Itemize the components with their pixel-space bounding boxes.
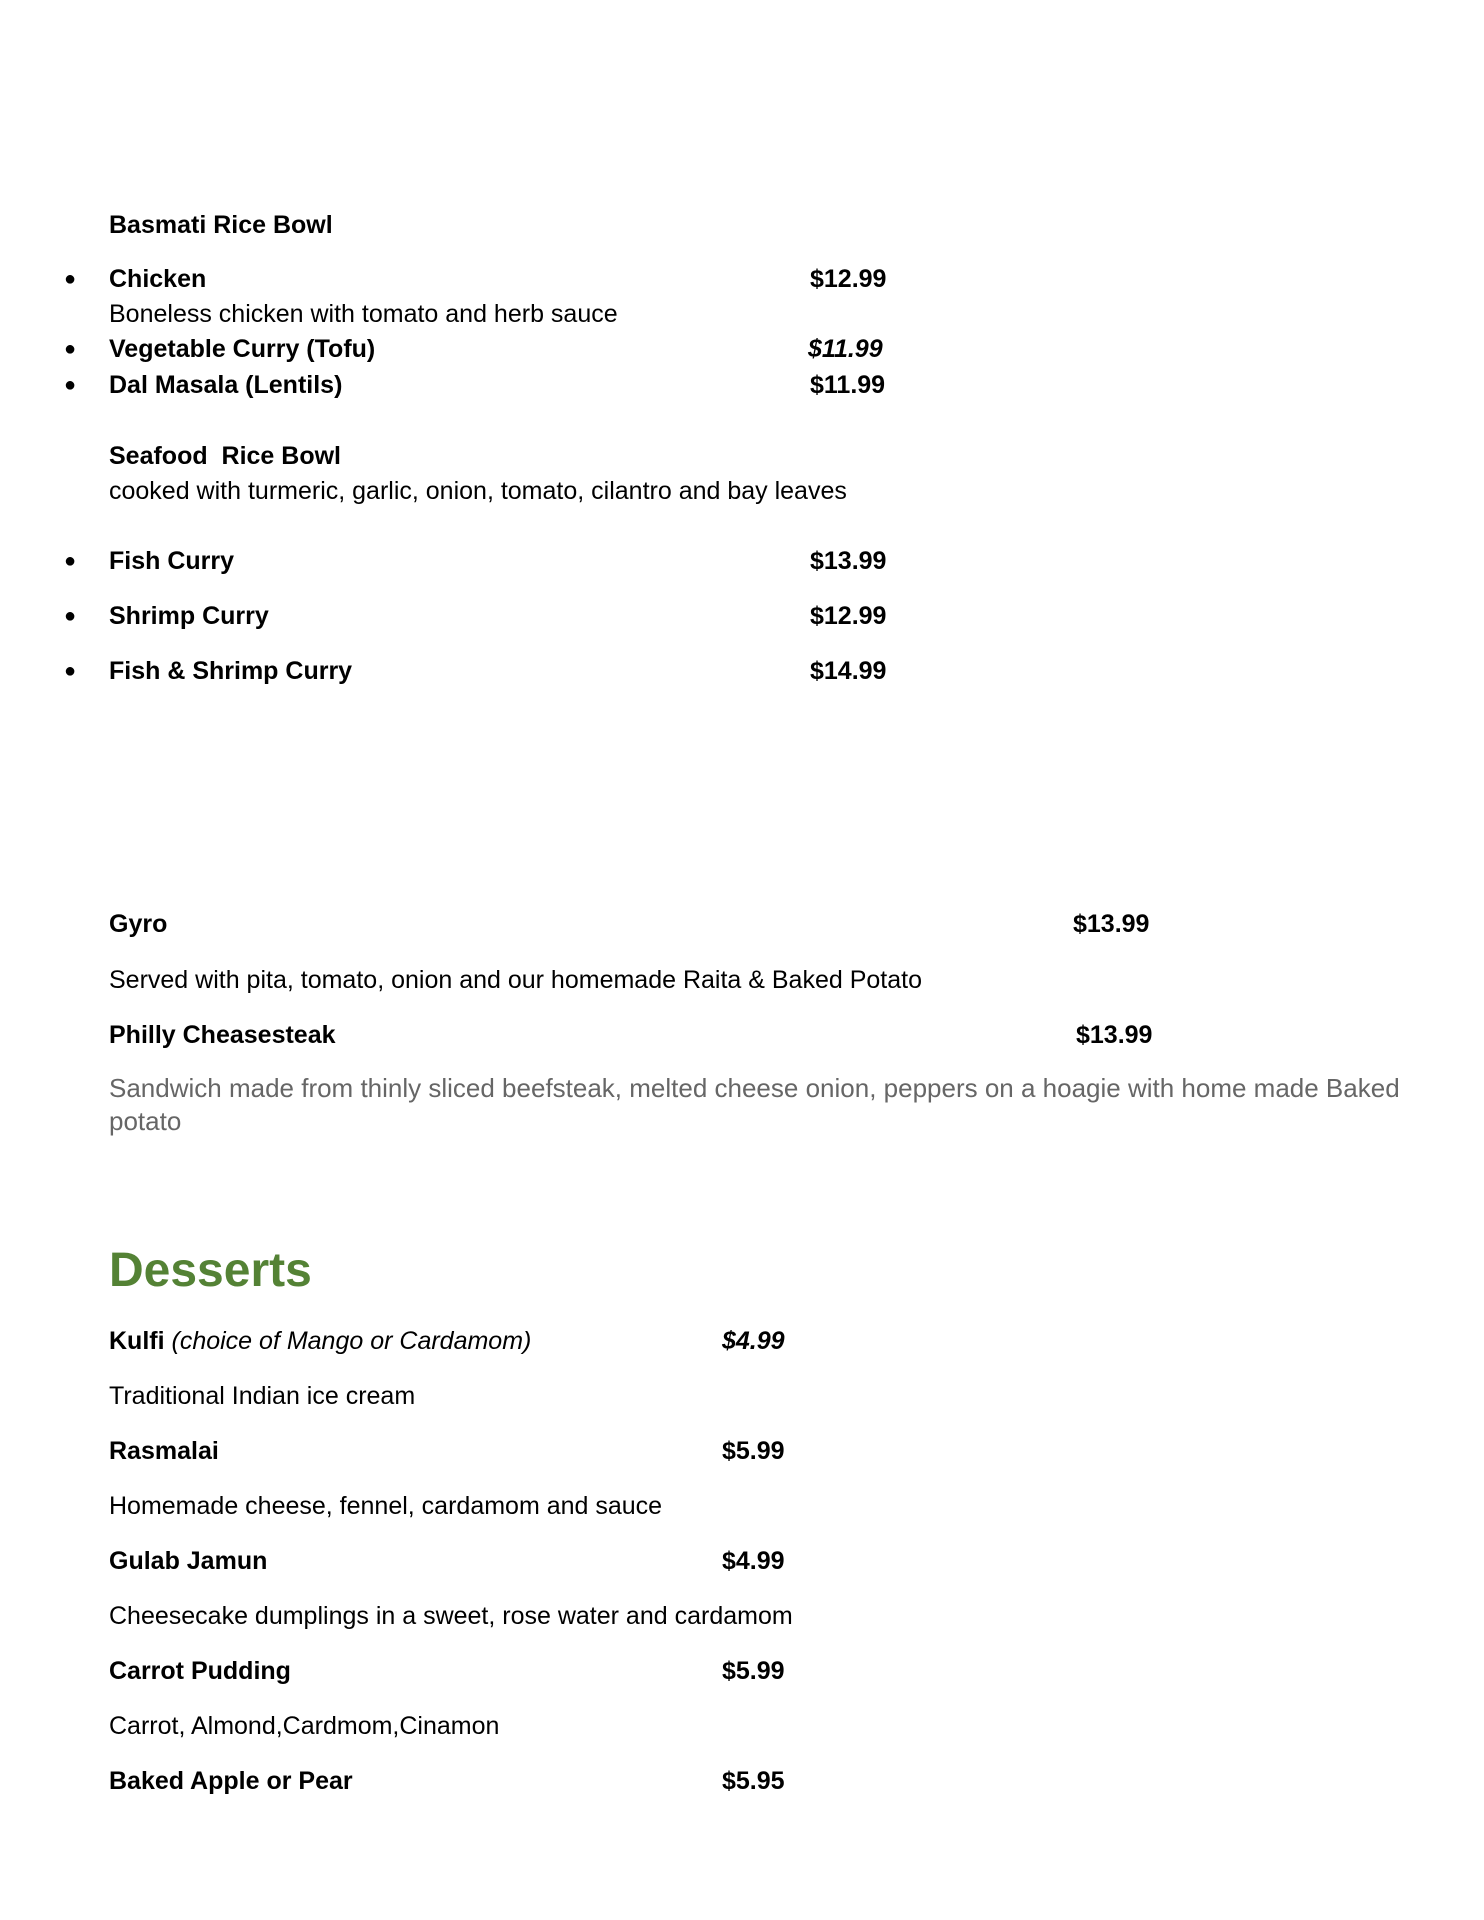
menu-item-price: $12.99 bbox=[810, 265, 887, 293]
bullet-icon: ● bbox=[64, 338, 77, 360]
menu-item-price: $12.99 bbox=[810, 602, 887, 630]
menu-item-price: $13.99 bbox=[810, 547, 887, 575]
menu-item-name: Baked Apple or Pear bbox=[109, 1767, 353, 1795]
menu-item-price: $5.95 bbox=[722, 1767, 785, 1795]
menu-item-description: Sandwich made from thinly sliced beefsteak, melted cheese onion, peppers on a hoagie with home made Baked potato bbox=[109, 1073, 1400, 1136]
menu-item-price: $4.99 bbox=[722, 1547, 785, 1575]
menu-item-price: $11.99 bbox=[808, 335, 883, 363]
bullet-icon: ● bbox=[64, 268, 77, 290]
menu-item-name: Dal Masala (Lentils) bbox=[109, 371, 343, 399]
menu-item-price: $13.99 bbox=[1076, 1021, 1153, 1049]
section-heading-seafood: Seafood Rice Bowl bbox=[109, 442, 341, 470]
menu-item-description: Cheesecake dumplings in a sweet, rose water and cardamom bbox=[109, 1602, 793, 1630]
section-heading-basmati: Basmati Rice Bowl bbox=[109, 211, 333, 239]
menu-item-name: Chicken bbox=[109, 265, 207, 293]
menu-item-name: Fish Curry bbox=[109, 547, 235, 575]
menu-item-name: Vegetable Curry (Tofu) bbox=[109, 335, 376, 363]
bullet-icon: ● bbox=[64, 660, 77, 682]
menu-item-name: Gyro bbox=[109, 910, 168, 938]
bullet-icon: ● bbox=[64, 550, 77, 572]
menu-item-name: Philly Cheasesteak bbox=[109, 1021, 336, 1049]
menu-item-description: Carrot, Almond,Cardmom,Cinamon bbox=[109, 1712, 500, 1740]
menu-item-name: Fish & Shrimp Curry bbox=[109, 657, 353, 685]
menu-item-title-row bbox=[109, 1326, 531, 1356]
bullet-icon: ● bbox=[64, 374, 77, 396]
menu-item-price: $4.99 bbox=[722, 1327, 785, 1355]
menu-item-description: Homemade cheese, fennel, cardamom and sauce bbox=[109, 1492, 663, 1520]
menu-item-note: (choice of Mango or Cardamom) bbox=[171, 1327, 532, 1355]
menu-item-price: $13.99 bbox=[1073, 910, 1150, 938]
menu-item-name: Rasmalai bbox=[109, 1437, 219, 1465]
menu-item-price: $11.99 bbox=[810, 371, 886, 399]
menu-item-price: $5.99 bbox=[722, 1657, 785, 1685]
menu-item-name: Kulfi bbox=[109, 1327, 165, 1355]
menu-item-name: Gulab Jamun bbox=[109, 1547, 268, 1575]
menu-item-name: Carrot Pudding bbox=[109, 1657, 291, 1685]
menu-item-price: $14.99 bbox=[810, 657, 887, 685]
bullet-icon: ● bbox=[64, 605, 77, 627]
menu-item-description: Served with pita, tomato, onion and our homemade Raita & Baked Potato bbox=[109, 966, 922, 994]
section-description: cooked with turmeric, garlic, onion, tomato, cilantro and bay leaves bbox=[109, 477, 847, 505]
section-heading-desserts: Desserts bbox=[109, 1244, 312, 1297]
menu-item-description: Traditional Indian ice cream bbox=[109, 1382, 416, 1410]
menu-item-description: Boneless chicken with tomato and herb sauce bbox=[109, 300, 618, 328]
menu-item-price: $5.99 bbox=[722, 1437, 785, 1465]
menu-item-name: Shrimp Curry bbox=[109, 602, 269, 630]
